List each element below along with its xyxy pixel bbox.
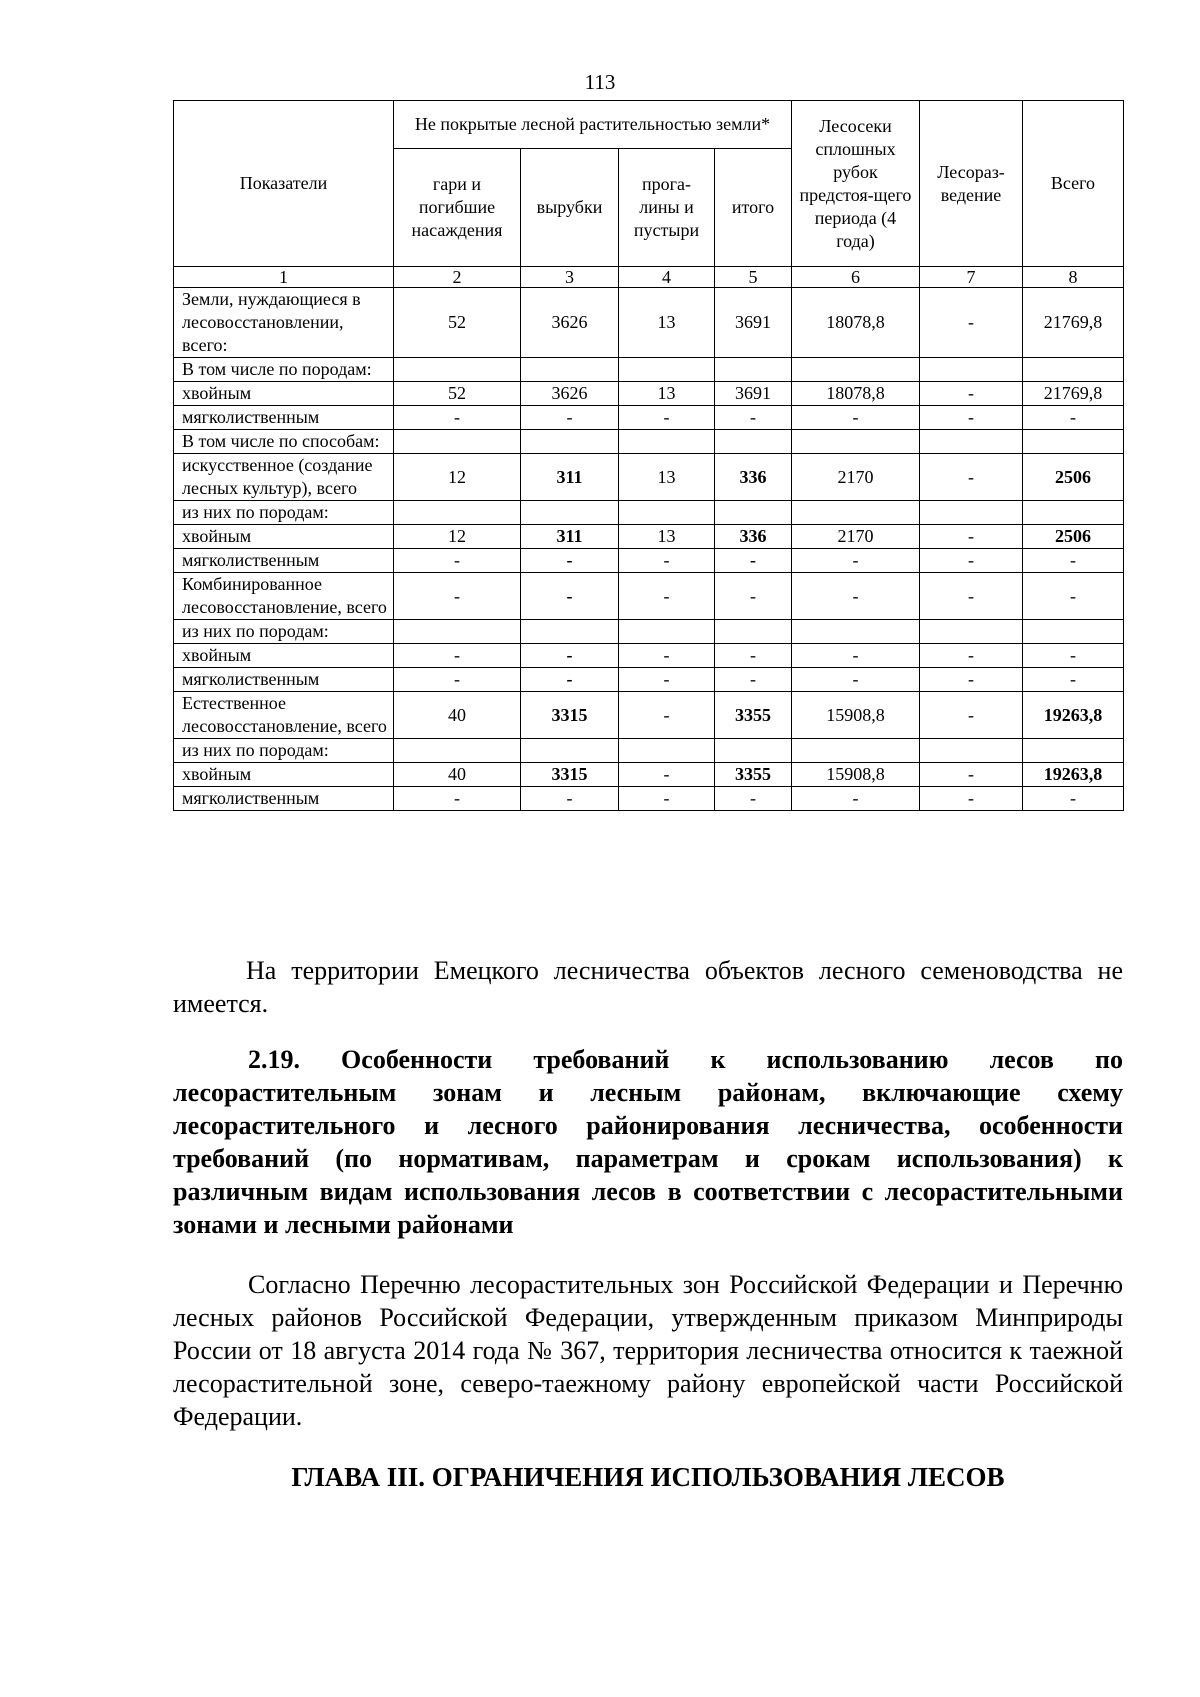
table-cell: - [920, 763, 1023, 787]
table-cell: - [920, 454, 1023, 501]
table-cell: - [792, 549, 920, 573]
header-glades: прога-лины и пустыри [619, 149, 715, 267]
row-label: Естественное лесовосстановление, всего [174, 692, 394, 739]
table-cell: - [1023, 549, 1124, 573]
table-cell: - [619, 787, 715, 811]
table-cell: - [619, 406, 715, 430]
table-cell [1023, 501, 1124, 525]
section-heading: 2.19. Особенности требований к использованию лесов по лесорастительным зонам и лесным районам, включающие схему лесорастительного и лесного районирования лесничества, особенности требований (по нормативам, параметрам и срокам использования) к различным видам использования лесов в соответствии с лесорастительными зонами и лесными районами [173, 1045, 1123, 1239]
table-cell: 311 [521, 525, 619, 549]
table-cell: 15908,8 [792, 763, 920, 787]
table-cell [1023, 620, 1124, 644]
table-cell: - [619, 644, 715, 668]
table-cell [394, 620, 521, 644]
table-cell [521, 501, 619, 525]
table-cell [920, 739, 1023, 763]
table-cell: - [619, 549, 715, 573]
table-cell: 40 [394, 692, 521, 739]
table-row [174, 501, 1124, 525]
table-row [174, 668, 1124, 692]
table-cell [920, 358, 1023, 382]
table-cell [394, 501, 521, 525]
column-number: 8 [1023, 267, 1124, 288]
table-row [174, 763, 1124, 787]
table-cell: 2170 [792, 454, 920, 501]
column-number: 2 [394, 267, 521, 288]
table-cell [394, 358, 521, 382]
table-cell: 18078,8 [792, 382, 920, 406]
table-cell [792, 430, 920, 454]
table-cell: 311 [521, 454, 619, 501]
row-label: мягколиственным [174, 668, 394, 692]
table-cell: - [394, 668, 521, 692]
column-number: 7 [920, 267, 1023, 288]
row-label: мягколиственным [174, 549, 394, 573]
row-label: хвойным [174, 382, 394, 406]
table-cell: 2506 [1023, 454, 1124, 501]
table-cell [920, 620, 1023, 644]
table-cell: 21769,8 [1023, 288, 1124, 358]
table-cell: 3315 [521, 763, 619, 787]
table-row [174, 358, 1124, 382]
table-row [174, 382, 1124, 406]
table-row [174, 430, 1124, 454]
table-cell [394, 739, 521, 763]
table-cell: - [792, 573, 920, 620]
row-label: искусственное (создание лесных культур), всего [174, 454, 394, 501]
table-cell: - [920, 573, 1023, 620]
table-cell [715, 501, 792, 525]
table-cell: - [1023, 644, 1124, 668]
table-cell [920, 501, 1023, 525]
column-number: 1 [174, 267, 394, 288]
table-cell: 3315 [521, 692, 619, 739]
table-cell: - [920, 288, 1023, 358]
table-cell [619, 739, 715, 763]
table-cell: - [920, 382, 1023, 406]
table-cell: - [715, 549, 792, 573]
row-label: В том числе по способам: [174, 430, 394, 454]
row-label: В том числе по породам: [174, 358, 394, 382]
table-cell [619, 501, 715, 525]
column-number: 5 [715, 267, 792, 288]
table-cell: 2506 [1023, 525, 1124, 549]
table-cell: - [1023, 573, 1124, 620]
table-cell: - [619, 692, 715, 739]
table-cell [521, 739, 619, 763]
table-cell: - [1023, 406, 1124, 430]
table-cell: 336 [715, 454, 792, 501]
table-cell: - [715, 406, 792, 430]
table-row [174, 739, 1124, 763]
table-cell [1023, 430, 1124, 454]
table-row [174, 525, 1124, 549]
table-cell: - [521, 644, 619, 668]
table-cell: - [920, 644, 1023, 668]
table-row [174, 406, 1124, 430]
table-cell: 12 [394, 454, 521, 501]
row-label: из них по породам: [174, 620, 394, 644]
header-afforestation: Лесораз-ведение [920, 101, 1023, 267]
table-cell [715, 620, 792, 644]
table-cell [792, 358, 920, 382]
table-cell: 2170 [792, 525, 920, 549]
table-cell [715, 430, 792, 454]
row-label: из них по породам: [174, 501, 394, 525]
table-cell: 13 [619, 525, 715, 549]
table-cell [715, 358, 792, 382]
table-row [174, 573, 1124, 620]
table-row [174, 692, 1124, 739]
reforestation-table [173, 100, 1124, 811]
table-cell: - [521, 549, 619, 573]
table-cell: 336 [715, 525, 792, 549]
table-cell: - [920, 549, 1023, 573]
header-non-covered-lands: Не покрытые лесной растительностью земли* [394, 101, 792, 149]
table-cell: 15908,8 [792, 692, 920, 739]
table-cell: - [394, 549, 521, 573]
table-cell: - [619, 763, 715, 787]
table-cell: 40 [394, 763, 521, 787]
row-label: хвойным [174, 644, 394, 668]
header-total: Всего [1023, 101, 1124, 267]
table-cell [619, 620, 715, 644]
table-row [174, 288, 1124, 358]
row-label: мягколиственным [174, 787, 394, 811]
table-cell: - [715, 644, 792, 668]
table-cell: - [792, 668, 920, 692]
column-number: 4 [619, 267, 715, 288]
table-cell: 19263,8 [1023, 692, 1124, 739]
table-cell: - [394, 573, 521, 620]
table-cell: 21769,8 [1023, 382, 1124, 406]
row-label: Комбинированное лесовосстановление, всего [174, 573, 394, 620]
table-row [174, 454, 1124, 501]
table-row [174, 644, 1124, 668]
table-cell: - [715, 668, 792, 692]
seed-orchards-paragraph: На территории Емецкого лесничества объектов лесного семеноводства не имеется. [173, 956, 1123, 1018]
header-indicators: Показатели [174, 101, 394, 267]
table-cell: 3355 [715, 763, 792, 787]
header-subtotal: итого [715, 149, 792, 267]
table-cell [1023, 358, 1124, 382]
header-cuttings: вырубки [521, 149, 619, 267]
table-cell: 3626 [521, 288, 619, 358]
table-cell: 52 [394, 382, 521, 406]
table-row [174, 549, 1124, 573]
table-cell: 52 [394, 288, 521, 358]
table-cell [715, 739, 792, 763]
row-label: Земли, нуждающиеся в лесовосстановлении, всего: [174, 288, 394, 358]
table-cell [521, 358, 619, 382]
header-burns: гари и погибшие насаждения [394, 149, 521, 267]
table-cell [619, 430, 715, 454]
table-cell [394, 430, 521, 454]
table-cell: 3691 [715, 382, 792, 406]
table-cell [521, 430, 619, 454]
table-cell: - [792, 787, 920, 811]
table-cell: 3626 [521, 382, 619, 406]
table-cell: - [521, 787, 619, 811]
table-cell [792, 739, 920, 763]
row-label: мягколиственным [174, 406, 394, 430]
header-clearcut-areas: Лесосеки сплошных рубок предстоя-щего периода (4 года) [792, 101, 920, 267]
chapter-heading: ГЛАВА III. ОГРАНИЧЕНИЯ ИСПОЛЬЗОВАНИЯ ЛЕСОВ [291, 1462, 1005, 1492]
table-cell: 13 [619, 382, 715, 406]
table-cell: - [521, 573, 619, 620]
table-row [174, 620, 1124, 644]
table-cell: - [715, 787, 792, 811]
table-cell: - [920, 692, 1023, 739]
table-cell: - [619, 668, 715, 692]
table-cell: 12 [394, 525, 521, 549]
zones-paragraph: Согласно Перечню лесорастительных зон Российской Федерации и Перечню лесных районов Российской Федерации, утвержденным приказом Минприроды России от 18 августа 2014 года № 367, территория лесничества относится к таежной лесорастительной зоне, северо-таежному району европейской части Российской Федерации. [173, 1270, 1123, 1431]
table-cell: - [394, 787, 521, 811]
table-cell [792, 620, 920, 644]
table-cell [521, 620, 619, 644]
table-cell: - [792, 406, 920, 430]
table-cell: - [521, 406, 619, 430]
table-cell: 13 [619, 288, 715, 358]
table-cell: 13 [619, 454, 715, 501]
table-cell: - [394, 644, 521, 668]
row-label: хвойным [174, 525, 394, 549]
column-numbers-row [174, 267, 1124, 288]
table-cell: 19263,8 [1023, 763, 1124, 787]
table-cell: - [1023, 787, 1124, 811]
table-cell: - [619, 573, 715, 620]
table-cell: 3355 [715, 692, 792, 739]
table-cell: 3691 [715, 288, 792, 358]
page-number: 113 [584, 70, 616, 94]
column-number: 6 [792, 267, 920, 288]
table-row [174, 787, 1124, 811]
table-cell: - [920, 406, 1023, 430]
table-cell: - [792, 644, 920, 668]
table-cell: - [920, 787, 1023, 811]
table-body [174, 288, 1124, 811]
row-label: из них по породам: [174, 739, 394, 763]
table-cell [1023, 739, 1124, 763]
table-cell [619, 358, 715, 382]
row-label: хвойным [174, 763, 394, 787]
table-cell [920, 430, 1023, 454]
table-cell: - [920, 525, 1023, 549]
column-number: 3 [521, 267, 619, 288]
table-cell: - [1023, 668, 1124, 692]
table-cell [792, 501, 920, 525]
table-cell: - [521, 668, 619, 692]
table-cell: 18078,8 [792, 288, 920, 358]
table-cell: - [394, 406, 521, 430]
table-cell: - [715, 573, 792, 620]
table-cell: - [920, 668, 1023, 692]
